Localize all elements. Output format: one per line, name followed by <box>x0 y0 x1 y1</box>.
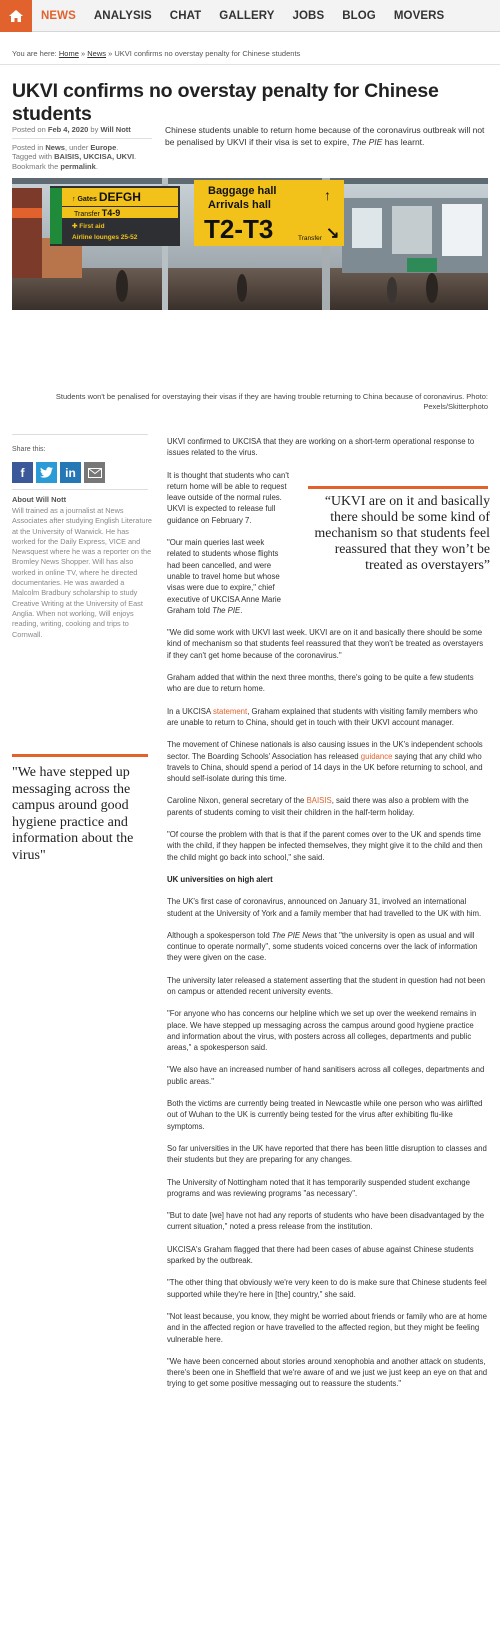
breadcrumb-home-link[interactable]: Home <box>58 49 79 58</box>
meta-posted-in-label: Posted in <box>12 142 44 152</box>
paragraph: So far universities in the UK have reported that there has been little disruption to classes and their students but they are preparing for any changes. <box>167 1143 487 1165</box>
svg-text:↑: ↑ <box>324 187 331 203</box>
paragraph: "We also have an increased number of hand sanitisers across all colleges, departments and public areas." <box>167 1065 485 1086</box>
paragraph: "We did some work with UKVI last week. UKVI are on it and basically there should be some kind of mechanism so that students feel reassured that they won't be treated as overstayers if they can't get home because of the coronavirus." <box>167 628 484 660</box>
meta-author-link[interactable]: Will Nott <box>100 125 131 134</box>
meta-under: , under <box>64 142 89 152</box>
article-body <box>167 436 488 1401</box>
intro-source: The PIE <box>351 136 383 147</box>
share-buttons <box>12 462 105 483</box>
nav-menu <box>32 0 453 32</box>
meta-region-link[interactable]: Europe <box>90 142 117 152</box>
page-title: UKVI confirms no overstay penalty for Chinese students <box>12 80 439 125</box>
meta-category: Posted in News, under Europe. <box>12 142 119 152</box>
paragraph: UKVI confirmed to UKCISA that they are working on a short-term operational response to issues related to the virus. <box>167 437 475 458</box>
meta-tags-label: Tagged with <box>12 152 53 161</box>
paragraph <box>167 739 488 784</box>
meta-tags-links[interactable]: BAISIS, UKCISA, UKVI <box>54 152 135 161</box>
paragraph: Graham added that within the next three months, there's going to be quite a few students who are due to return home. <box>167 673 474 694</box>
paragraph-text: , Graham explained that students with visiting family members who are unable to return to China, should get in touch with their UKVI account manager. <box>167 706 478 727</box>
breadcrumb-news-link[interactable]: News <box>87 49 106 58</box>
home-icon <box>8 9 24 23</box>
meta-bookmark-label: Bookmark the <box>12 161 59 171</box>
paragraph: "But to date [we] have not had any reports of students who have been disadvantaged by the current situation," noted a press release from the institution. <box>167 1211 485 1232</box>
paragraph-text: saying that any child who travels to China, should spend a period of 14 days in the UK before returning to school, and should self-isolate during this time. <box>167 751 483 784</box>
pull-quote: “UKVI are on it and basically there should be some kind of mechanism so that students feel reassured that they won’t be treated as overstayers” <box>314 493 490 572</box>
meta-posted-label: Posted on <box>12 125 46 134</box>
svg-text:Baggage hall: Baggage hall <box>208 185 277 197</box>
top-nav <box>0 0 500 32</box>
section-heading: UK universities on high alert <box>167 874 273 884</box>
article-meta <box>12 125 152 171</box>
nav-item-news[interactable]: NEWS <box>41 9 76 22</box>
guidance-link[interactable]: guidance <box>360 751 393 761</box>
source-name: The PIE <box>212 605 241 615</box>
paragraph-text: that "the university is open as usual and will continue to operate normally", some students voiced concerns over the lack of information they were given on the case. <box>167 930 478 963</box>
divider <box>0 64 500 65</box>
meta-posted <box>12 125 152 139</box>
svg-text:T2-T3: T2-T3 <box>204 214 274 244</box>
paragraph: "Not least because, you know, they might be worried about friends or family who are at home and in the affected region or have travelled to the affected region, but they might be feeling vulnerable here. <box>167 1311 488 1344</box>
permalink-link[interactable]: permalink <box>60 161 96 171</box>
twitter-icon <box>40 467 53 478</box>
paragraph: The university later released a statement asserting that the student in question had not been on campus or attended recent university events. <box>167 975 486 996</box>
nav-item-chat[interactable]: CHAT <box>169 9 202 22</box>
paragraph: "For anyone who has concerns our helpline which we set up over the weekend remains in place. We have stepped up messaging across the campus around good hygiene practice and information about the virus, with posters across all colleges, departments and public areas," a spokesperson said. <box>167 1009 477 1053</box>
airport-signs-illustration <box>12 178 488 310</box>
svg-text:Arrivals hall: Arrivals hall <box>208 199 271 211</box>
paragraph: The University of Nottingham noted that it has temporarily suspended student exchange programs and was reviewing programs "as necessary". <box>167 1177 470 1198</box>
image-caption: Students won't be penalised for overstaying their visas if they are having trouble returning to China because of coronavirus. Photo: Pexels/Skitterphoto <box>55 392 488 411</box>
svg-text:Airline lounges 25-52: Airline lounges 25-52 <box>72 234 138 241</box>
meta-date: Feb 4, 2020 <box>47 125 89 134</box>
meta-category-link[interactable]: News <box>45 142 65 152</box>
article-intro <box>165 125 488 148</box>
svg-text:✚ First aid: ✚ First aid <box>72 223 105 230</box>
hero-image <box>12 178 488 310</box>
paragraph: The UK's first case of coronavirus, announced on January 31, involved an international student at the University of York and a family member that had travelled to the UK with him. <box>167 897 482 918</box>
paragraph: UKCISA's Graham flagged that there had been cases of abuse against Chinese students sparked by the outbreak. <box>167 1244 474 1266</box>
nav-item-movers[interactable]: MOVERS <box>393 9 445 22</box>
share-linkedin-button[interactable] <box>60 462 81 483</box>
svg-text:Transfer: Transfer <box>298 235 322 242</box>
paragraph <box>167 930 488 964</box>
svg-text:↘: ↘ <box>326 225 340 242</box>
paragraph: "We have been concerned about stories around xenophobia and another attack on students, there's been one in Sheffield that we're aware of and we just we just keep an eye on that and trying to get some positive messaging out to reassure the students." <box>167 1356 488 1389</box>
paragraph: Both the victims are currently being treated in Newcastle while one person who was airlifted out of Wuhan to the UK is currently being tested for the virus after exhibiting flu-like symptoms. <box>167 1099 483 1131</box>
breadcrumb-current: UKVI confirms no overstay penalty for Chinese students <box>114 49 301 58</box>
breadcrumb-separator: » <box>80 49 86 58</box>
paragraph: "Of course the problem with that is that if the parent comes over to the UK and spends time with the child, if they happen be infected themselves, they might give it to the child and then the child might go back into school," she said. <box>167 830 483 862</box>
statement-link[interactable]: statement <box>212 706 248 716</box>
share-twitter-button[interactable] <box>36 462 57 483</box>
share-email-button[interactable] <box>84 462 105 483</box>
intro-text: Chinese students unable to return home because of the coronavirus outbreak will not be penalised by UKVI if their visa is set to expire, <box>165 125 485 147</box>
paragraph-text: "Our main queries last week related to students whose flights had been cancelled, and were unable to travel home but whose visas were due to expire," chief executive of UKCISA Anne Marie Graham told <box>167 538 281 615</box>
author-bio: Will trained as a journalist at News Associates after studying English Literature at the University of Warwick. He has worked for the Daily Express, VICE and Newsquest where he was a reporter on the Bromley News Shopper. Will has also worked in online TV, where he directed documentaries. He was awarded a Malcolm Bradbury scholarship to study Creative Writing at the University of East Anglia. When not working, Will enjoys reading, writing, cooking and trips to Cornwall. <box>12 506 152 639</box>
divider <box>12 489 148 490</box>
share-label: Share this: <box>12 446 46 453</box>
baisis-link[interactable]: BAISIS <box>306 796 332 806</box>
sidebar-quote: "We have stepped up messaging across the campus around good hygiene practice and information about the virus" <box>12 765 134 863</box>
nav-item-jobs[interactable]: JOBS <box>292 9 325 22</box>
author-bio-title: About Will Nott <box>12 495 67 504</box>
paragraph: "The other thing that obviously we're very keen to do is make sure that Chinese students feel supported while they're here in [the] country," she said. <box>167 1278 487 1299</box>
paragraph-text: . <box>240 605 243 615</box>
meta-bookmark: Bookmark the permalink. <box>12 161 98 171</box>
divider <box>12 434 148 435</box>
meta-tags: Tagged with BAISIS, UKCISA, UKVI. <box>12 152 137 161</box>
paragraph-text: Although a spokesperson told <box>167 930 272 940</box>
paragraph-text: The movement of Chinese nationals is also causing issues in the UK's independent schools sector. The Boarding Schools' Association has released <box>167 740 483 761</box>
paragraph: It is thought that students who can't return home will be able to request leave outside of the normal rules. UKVI is expected to release full guidance on February 7. <box>167 470 289 525</box>
paragraph <box>167 795 488 818</box>
paragraph-text: In a UKCISA <box>167 706 213 716</box>
nav-item-blog[interactable]: BLOG <box>342 9 376 22</box>
source-name: The PIE News <box>271 930 322 940</box>
paragraph <box>167 537 289 616</box>
nav-item-analysis[interactable]: ANALYSIS <box>93 9 152 22</box>
svg-text:Transfer T4-9: Transfer T4-9 <box>74 208 121 218</box>
nav-item-gallery[interactable]: GALLERY <box>219 9 275 22</box>
breadcrumb-prefix: You are here: <box>12 49 57 58</box>
sign-text: ↑ Gates DEFGH <box>72 190 141 204</box>
linkedin-icon: in <box>65 465 76 480</box>
home-button[interactable] <box>0 0 32 32</box>
paragraph <box>167 706 488 729</box>
meta-by: by <box>90 125 99 134</box>
quote-accent-bar <box>12 754 148 757</box>
paragraph-text: , said there was also a problem with the parents of students coming to visit their children in the half-term holiday. <box>167 796 469 817</box>
email-icon <box>88 468 102 478</box>
intro-text-end: has learnt. <box>382 136 425 147</box>
share-facebook-button[interactable] <box>12 462 33 483</box>
breadcrumb <box>12 49 300 58</box>
paragraph-text: Caroline Nixon, general secretary of the <box>167 796 307 806</box>
breadcrumb-separator: » <box>108 49 113 58</box>
facebook-icon: f <box>20 465 25 480</box>
